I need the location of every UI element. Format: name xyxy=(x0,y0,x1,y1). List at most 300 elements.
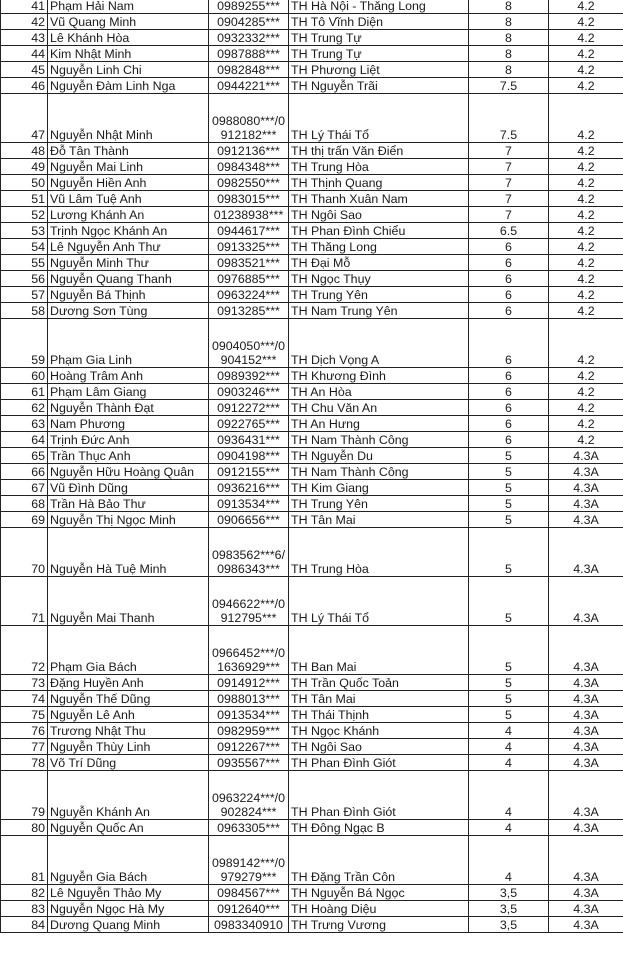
phone-cell: 0963305*** xyxy=(209,820,289,836)
phone-cell: 0906656*** xyxy=(209,512,289,528)
score-cell: 7 xyxy=(469,159,549,175)
class-cell: 4.2 xyxy=(549,143,623,159)
phone-cell: 0988013*** xyxy=(209,691,289,707)
table-row xyxy=(1,159,623,175)
phone-cell: 0963224*** xyxy=(209,287,289,303)
school-cell: TH Trung Yên xyxy=(289,287,469,303)
score-cell: 3,5 xyxy=(469,917,549,933)
table-row xyxy=(1,62,623,78)
phone-cell: 0912640*** xyxy=(209,901,289,917)
score-cell: 5 xyxy=(469,448,549,464)
phone-cell: 0914912*** xyxy=(209,675,289,691)
phone-cell: 0988080***/0 912182*** xyxy=(209,94,289,143)
student-name-cell: Vũ Đình Dũng xyxy=(48,480,209,496)
student-name-cell: Đặng Huyền Anh xyxy=(48,675,209,691)
row-number-cell: 57 xyxy=(1,287,48,303)
class-cell: 4.3A xyxy=(549,691,623,707)
row-number-cell: 68 xyxy=(1,496,48,512)
student-name-cell: Nguyễn Thế Dũng xyxy=(48,691,209,707)
table-row xyxy=(1,512,623,528)
phone-cell: 0904050***/0 904152*** xyxy=(209,319,289,368)
table-row xyxy=(1,175,623,191)
school-cell: TH Hoàng Diệu xyxy=(289,901,469,917)
school-cell: TH Trung Hòa xyxy=(289,528,469,577)
score-cell: 4 xyxy=(469,739,549,755)
school-cell: TH Ngọc Khánh xyxy=(289,723,469,739)
phone-cell: 0922765*** xyxy=(209,416,289,432)
score-cell: 6 xyxy=(469,368,549,384)
class-cell: 4.3A xyxy=(549,739,623,755)
school-cell: TH Phan Đình Giót xyxy=(289,771,469,820)
phone-cell: 0912136*** xyxy=(209,143,289,159)
school-cell: TH Thái Thịnh xyxy=(289,707,469,723)
score-cell: 7 xyxy=(469,207,549,223)
student-name-cell: Nguyễn Quốc An xyxy=(48,820,209,836)
class-cell: 4.3A xyxy=(549,448,623,464)
school-cell: TH Khương Đình xyxy=(289,368,469,384)
phone-cell: 01238938*** xyxy=(209,207,289,223)
score-cell: 5 xyxy=(469,528,549,577)
row-number-cell: 84 xyxy=(1,917,48,933)
table-row xyxy=(1,303,623,319)
score-cell: 6 xyxy=(469,287,549,303)
school-cell: TH Dịch Vọng A xyxy=(289,319,469,368)
table-row xyxy=(1,836,623,885)
student-name-cell: Nguyễn Mai Linh xyxy=(48,159,209,175)
row-number-cell: 49 xyxy=(1,159,48,175)
row-number-cell: 65 xyxy=(1,448,48,464)
class-cell: 4.3A xyxy=(549,577,623,626)
score-cell: 5 xyxy=(469,480,549,496)
student-name-cell: Nguyễn Quang Thanh xyxy=(48,271,209,287)
school-cell: TH Kim Giang xyxy=(289,480,469,496)
class-cell: 4.2 xyxy=(549,159,623,175)
class-cell: 4.2 xyxy=(549,400,623,416)
student-name-cell: Trịnh Đức Anh xyxy=(48,432,209,448)
school-cell: TH Lý Thái Tổ xyxy=(289,577,469,626)
school-cell: TH Ngọc Thụy xyxy=(289,271,469,287)
score-cell: 5 xyxy=(469,691,549,707)
table-row xyxy=(1,223,623,239)
class-cell: 4.2 xyxy=(549,303,623,319)
row-number-cell: 81 xyxy=(1,836,48,885)
class-cell: 4.2 xyxy=(549,223,623,239)
score-cell: 7 xyxy=(469,143,549,159)
class-cell: 4.3A xyxy=(549,901,623,917)
class-cell: 4.2 xyxy=(549,287,623,303)
row-number-cell: 43 xyxy=(1,30,48,46)
score-cell: 7 xyxy=(469,191,549,207)
student-name-cell: Trần Thục Anh xyxy=(48,448,209,464)
phone-cell: 0913285*** xyxy=(209,303,289,319)
student-name-cell: Hoàng Trâm Anh xyxy=(48,368,209,384)
table-row xyxy=(1,675,623,691)
phone-cell: 0913534*** xyxy=(209,707,289,723)
class-cell: 4.3A xyxy=(549,528,623,577)
class-cell: 4.2 xyxy=(549,416,623,432)
school-cell: TH Phan Đình Chiểu xyxy=(289,223,469,239)
student-name-cell: Nguyễn Hữu Hoàng Quân xyxy=(48,464,209,480)
row-number-cell: 83 xyxy=(1,901,48,917)
score-cell: 6 xyxy=(469,384,549,400)
phone-cell: 0912155*** xyxy=(209,464,289,480)
student-name-cell: Nguyễn Khánh An xyxy=(48,771,209,820)
school-cell: TH Tô Vĩnh Diện xyxy=(289,14,469,30)
school-cell: TH Trung Yên xyxy=(289,496,469,512)
table-row xyxy=(1,739,623,755)
table-row xyxy=(1,626,623,675)
table-row xyxy=(1,901,623,917)
school-cell: TH Đông Ngạc B xyxy=(289,820,469,836)
student-name-cell: Vũ Quang Minh xyxy=(48,14,209,30)
class-cell: 4.3A xyxy=(549,707,623,723)
score-cell: 8 xyxy=(469,30,549,46)
student-name-cell: Nguyễn Bá Thịnh xyxy=(48,287,209,303)
class-cell: 4.3A xyxy=(549,755,623,771)
score-cell: 8 xyxy=(469,62,549,78)
row-number-cell: 58 xyxy=(1,303,48,319)
table-row xyxy=(1,271,623,287)
phone-cell: 0982959*** xyxy=(209,723,289,739)
student-name-cell: Nguyễn Hiền Anh xyxy=(48,175,209,191)
student-name-cell: Vũ Lâm Tuệ Anh xyxy=(48,191,209,207)
row-number-cell: 52 xyxy=(1,207,48,223)
class-cell: 4.3A xyxy=(549,626,623,675)
school-cell: TH Đặng Trần Côn xyxy=(289,836,469,885)
school-cell: TH Nguyễn Du xyxy=(289,448,469,464)
phone-cell: 0963224***/0 902824*** xyxy=(209,771,289,820)
score-cell: 3,5 xyxy=(469,901,549,917)
row-number-cell: 55 xyxy=(1,255,48,271)
phone-cell: 0903246*** xyxy=(209,384,289,400)
score-cell: 3,5 xyxy=(469,885,549,901)
phone-cell: 0936216*** xyxy=(209,480,289,496)
class-cell: 4.3A xyxy=(549,917,623,933)
phone-cell: 0946622***/0 912795*** xyxy=(209,577,289,626)
row-number-cell: 62 xyxy=(1,400,48,416)
student-name-cell: Nguyễn Lê Anh xyxy=(48,707,209,723)
table-row xyxy=(1,448,623,464)
phone-cell: 0912267*** xyxy=(209,739,289,755)
school-cell: TH Trung Tự xyxy=(289,46,469,62)
class-cell: 4.2 xyxy=(549,62,623,78)
score-cell: 5 xyxy=(469,675,549,691)
student-name-cell: Trần Hà Bảo Thư xyxy=(48,496,209,512)
table-row xyxy=(1,885,623,901)
table-row xyxy=(1,30,623,46)
phone-cell: 0989392*** xyxy=(209,368,289,384)
phone-cell: 0976885*** xyxy=(209,271,289,287)
class-cell: 4.2 xyxy=(549,0,623,14)
score-cell: 5 xyxy=(469,512,549,528)
class-cell: 4.2 xyxy=(549,255,623,271)
school-cell: TH Phan Đình Giót xyxy=(289,755,469,771)
school-cell: TH Chu Văn An xyxy=(289,400,469,416)
score-cell: 4 xyxy=(469,771,549,820)
school-cell: TH Ban Mai xyxy=(289,626,469,675)
school-cell: TH Lý Thái Tổ xyxy=(289,94,469,143)
row-number-cell: 77 xyxy=(1,739,48,755)
score-cell: 6 xyxy=(469,432,549,448)
class-cell: 4.2 xyxy=(549,14,623,30)
table-row xyxy=(1,287,623,303)
class-cell: 4.3A xyxy=(549,464,623,480)
school-cell: TH Thăng Long xyxy=(289,239,469,255)
phone-cell: 0912272*** xyxy=(209,400,289,416)
table-row xyxy=(1,496,623,512)
school-cell: TH Hà Nội - Thăng Long xyxy=(289,0,469,14)
table-row xyxy=(1,691,623,707)
school-cell: TH Ngôi Sao xyxy=(289,207,469,223)
student-name-cell: Nguyễn Linh Chi xyxy=(48,62,209,78)
row-number-cell: 53 xyxy=(1,223,48,239)
student-name-cell: Phạm Hải Nam xyxy=(48,0,209,14)
phone-cell: 0904285*** xyxy=(209,14,289,30)
table-row xyxy=(1,400,623,416)
class-cell: 4.2 xyxy=(549,30,623,46)
student-name-cell: Nguyễn Nhật Minh xyxy=(48,94,209,143)
score-cell: 7.5 xyxy=(469,94,549,143)
row-number-cell: 50 xyxy=(1,175,48,191)
table-row xyxy=(1,255,623,271)
table-row xyxy=(1,319,623,368)
phone-cell: 0989142***/0 979279*** xyxy=(209,836,289,885)
row-number-cell: 80 xyxy=(1,820,48,836)
table-row xyxy=(1,707,623,723)
score-cell: 6 xyxy=(469,271,549,287)
class-cell: 4.2 xyxy=(549,175,623,191)
row-number-cell: 71 xyxy=(1,577,48,626)
school-cell: TH Trưng Vương xyxy=(289,917,469,933)
row-number-cell: 59 xyxy=(1,319,48,368)
school-cell: TH Nguyễn Trãi xyxy=(289,78,469,94)
score-cell: 5 xyxy=(469,626,549,675)
student-name-cell: Lê Nguyễn Thảo My xyxy=(48,885,209,901)
class-cell: 4.3A xyxy=(549,496,623,512)
school-cell: TH Tân Mai xyxy=(289,512,469,528)
table-row xyxy=(1,0,623,14)
school-cell: TH An Hưng xyxy=(289,416,469,432)
class-cell: 4.3A xyxy=(549,723,623,739)
table-row xyxy=(1,723,623,739)
student-name-cell: Dương Quang Minh xyxy=(48,917,209,933)
class-cell: 4.3A xyxy=(549,820,623,836)
row-number-cell: 63 xyxy=(1,416,48,432)
score-cell: 6.5 xyxy=(469,223,549,239)
row-number-cell: 79 xyxy=(1,771,48,820)
table-row xyxy=(1,46,623,62)
score-cell: 4 xyxy=(469,820,549,836)
phone-cell: 0944221*** xyxy=(209,78,289,94)
student-name-cell: Nam Phương xyxy=(48,416,209,432)
row-number-cell: 46 xyxy=(1,78,48,94)
score-cell: 4 xyxy=(469,836,549,885)
class-cell: 4.2 xyxy=(549,271,623,287)
row-number-cell: 41 xyxy=(1,0,48,14)
table-row xyxy=(1,368,623,384)
table-row xyxy=(1,464,623,480)
student-name-cell: Phạm Gia Bách xyxy=(48,626,209,675)
table-row xyxy=(1,820,623,836)
student-name-cell: Nguyễn Ngọc Hà My xyxy=(48,901,209,917)
phone-cell: 0966452***/0 1636929*** xyxy=(209,626,289,675)
row-number-cell: 72 xyxy=(1,626,48,675)
phone-cell: 0983521*** xyxy=(209,255,289,271)
phone-cell: 0983562***6/ 0986343*** xyxy=(209,528,289,577)
student-name-cell: Trịnh Ngọc Khánh An xyxy=(48,223,209,239)
row-number-cell: 73 xyxy=(1,675,48,691)
row-number-cell: 56 xyxy=(1,271,48,287)
school-cell: TH Trung Hòa xyxy=(289,159,469,175)
phone-cell: 0983015*** xyxy=(209,191,289,207)
class-cell: 4.2 xyxy=(549,432,623,448)
class-cell: 4.2 xyxy=(549,319,623,368)
school-cell: TH Trần Quốc Toản xyxy=(289,675,469,691)
student-name-cell: Nguyễn Gia Bách xyxy=(48,836,209,885)
score-cell: 5 xyxy=(469,707,549,723)
student-name-cell: Nguyễn Thị Ngọc Minh xyxy=(48,512,209,528)
phone-cell: 0984567*** xyxy=(209,885,289,901)
student-name-cell: Lê Khánh Hòa xyxy=(48,30,209,46)
class-cell: 4.3A xyxy=(549,512,623,528)
class-cell: 4.2 xyxy=(549,78,623,94)
class-cell: 4.3A xyxy=(549,836,623,885)
table-row xyxy=(1,480,623,496)
table-row xyxy=(1,94,623,143)
table-body xyxy=(1,0,623,933)
student-name-cell: Trương Nhật Thu xyxy=(48,723,209,739)
phone-cell: 0987888*** xyxy=(209,46,289,62)
phone-cell: 0904198*** xyxy=(209,448,289,464)
row-number-cell: 42 xyxy=(1,14,48,30)
score-cell: 5 xyxy=(469,496,549,512)
row-number-cell: 60 xyxy=(1,368,48,384)
class-cell: 4.2 xyxy=(549,94,623,143)
student-name-cell: Nguyễn Thành Đạt xyxy=(48,400,209,416)
table-row xyxy=(1,143,623,159)
school-cell: TH thị trấn Văn Điển xyxy=(289,143,469,159)
score-cell: 6 xyxy=(469,303,549,319)
class-cell: 4.2 xyxy=(549,368,623,384)
class-cell: 4.2 xyxy=(549,207,623,223)
phone-cell: 0936431*** xyxy=(209,432,289,448)
score-cell: 8 xyxy=(469,0,549,14)
score-cell: 6 xyxy=(469,255,549,271)
row-number-cell: 70 xyxy=(1,528,48,577)
phone-cell: 0984348*** xyxy=(209,159,289,175)
school-cell: TH Nam Trung Yên xyxy=(289,303,469,319)
row-number-cell: 51 xyxy=(1,191,48,207)
table-row xyxy=(1,432,623,448)
score-cell: 8 xyxy=(469,14,549,30)
phone-cell: 0989255*** xyxy=(209,0,289,14)
row-number-cell: 61 xyxy=(1,384,48,400)
student-name-cell: Phạm Lâm Giang xyxy=(48,384,209,400)
score-cell: 8 xyxy=(469,46,549,62)
class-cell: 4.3A xyxy=(549,675,623,691)
school-cell: TH Nguyễn Bá Ngọc xyxy=(289,885,469,901)
class-cell: 4.3A xyxy=(549,885,623,901)
score-cell: 5 xyxy=(469,577,549,626)
school-cell: TH Nam Thành Công xyxy=(289,464,469,480)
phone-cell: 0913534*** xyxy=(209,496,289,512)
table-row xyxy=(1,577,623,626)
row-number-cell: 44 xyxy=(1,46,48,62)
score-cell: 7 xyxy=(469,175,549,191)
row-number-cell: 78 xyxy=(1,755,48,771)
score-cell: 5 xyxy=(469,464,549,480)
row-number-cell: 47 xyxy=(1,94,48,143)
class-cell: 4.2 xyxy=(549,46,623,62)
phone-cell: 0913325*** xyxy=(209,239,289,255)
table-row xyxy=(1,384,623,400)
row-number-cell: 69 xyxy=(1,512,48,528)
row-number-cell: 67 xyxy=(1,480,48,496)
phone-cell: 0944617*** xyxy=(209,223,289,239)
school-cell: TH Đại Mỗ xyxy=(289,255,469,271)
table-row xyxy=(1,239,623,255)
score-cell: 4 xyxy=(469,755,549,771)
student-name-cell: Nguyễn Minh Thư xyxy=(48,255,209,271)
class-cell: 4.2 xyxy=(549,191,623,207)
student-name-cell: Lương Khánh An xyxy=(48,207,209,223)
table-row xyxy=(1,755,623,771)
class-cell: 4.2 xyxy=(549,239,623,255)
row-number-cell: 74 xyxy=(1,691,48,707)
score-cell: 7.5 xyxy=(469,78,549,94)
row-number-cell: 76 xyxy=(1,723,48,739)
row-number-cell: 54 xyxy=(1,239,48,255)
student-name-cell: Phạm Gia Linh xyxy=(48,319,209,368)
school-cell: TH Trung Tự xyxy=(289,30,469,46)
phone-cell: 0982848*** xyxy=(209,62,289,78)
phone-cell: 0932332*** xyxy=(209,30,289,46)
school-cell: TH An Hòa xyxy=(289,384,469,400)
student-name-cell: Đỗ Tân Thành xyxy=(48,143,209,159)
table-row xyxy=(1,191,623,207)
row-number-cell: 64 xyxy=(1,432,48,448)
row-number-cell: 66 xyxy=(1,464,48,480)
school-cell: TH Thanh Xuân Nam xyxy=(289,191,469,207)
score-cell: 6 xyxy=(469,400,549,416)
student-name-cell: Võ Trí Dũng xyxy=(48,755,209,771)
table-row xyxy=(1,207,623,223)
student-name-cell: Lê Nguyễn Anh Thư xyxy=(48,239,209,255)
row-number-cell: 75 xyxy=(1,707,48,723)
phone-cell: 0935567*** xyxy=(209,755,289,771)
row-number-cell: 82 xyxy=(1,885,48,901)
table-row xyxy=(1,917,623,933)
score-cell: 6 xyxy=(469,416,549,432)
school-cell: TH Thịnh Quang xyxy=(289,175,469,191)
table-row xyxy=(1,416,623,432)
row-number-cell: 45 xyxy=(1,62,48,78)
phone-cell: 0982550*** xyxy=(209,175,289,191)
table-row xyxy=(1,78,623,94)
student-name-cell: Nguyễn Đàm Linh Nga xyxy=(48,78,209,94)
class-cell: 4.2 xyxy=(549,384,623,400)
student-name-cell: Nguyễn Mai Thanh xyxy=(48,577,209,626)
table-row xyxy=(1,528,623,577)
class-cell: 4.3A xyxy=(549,480,623,496)
student-name-cell: Dương Sơn Tùng xyxy=(48,303,209,319)
table-row xyxy=(1,771,623,820)
score-cell: 6 xyxy=(469,239,549,255)
phone-cell: 0983340910 xyxy=(209,917,289,933)
score-cell: 6 xyxy=(469,319,549,368)
row-number-cell: 48 xyxy=(1,143,48,159)
student-name-cell: Kim Nhật Minh xyxy=(48,46,209,62)
